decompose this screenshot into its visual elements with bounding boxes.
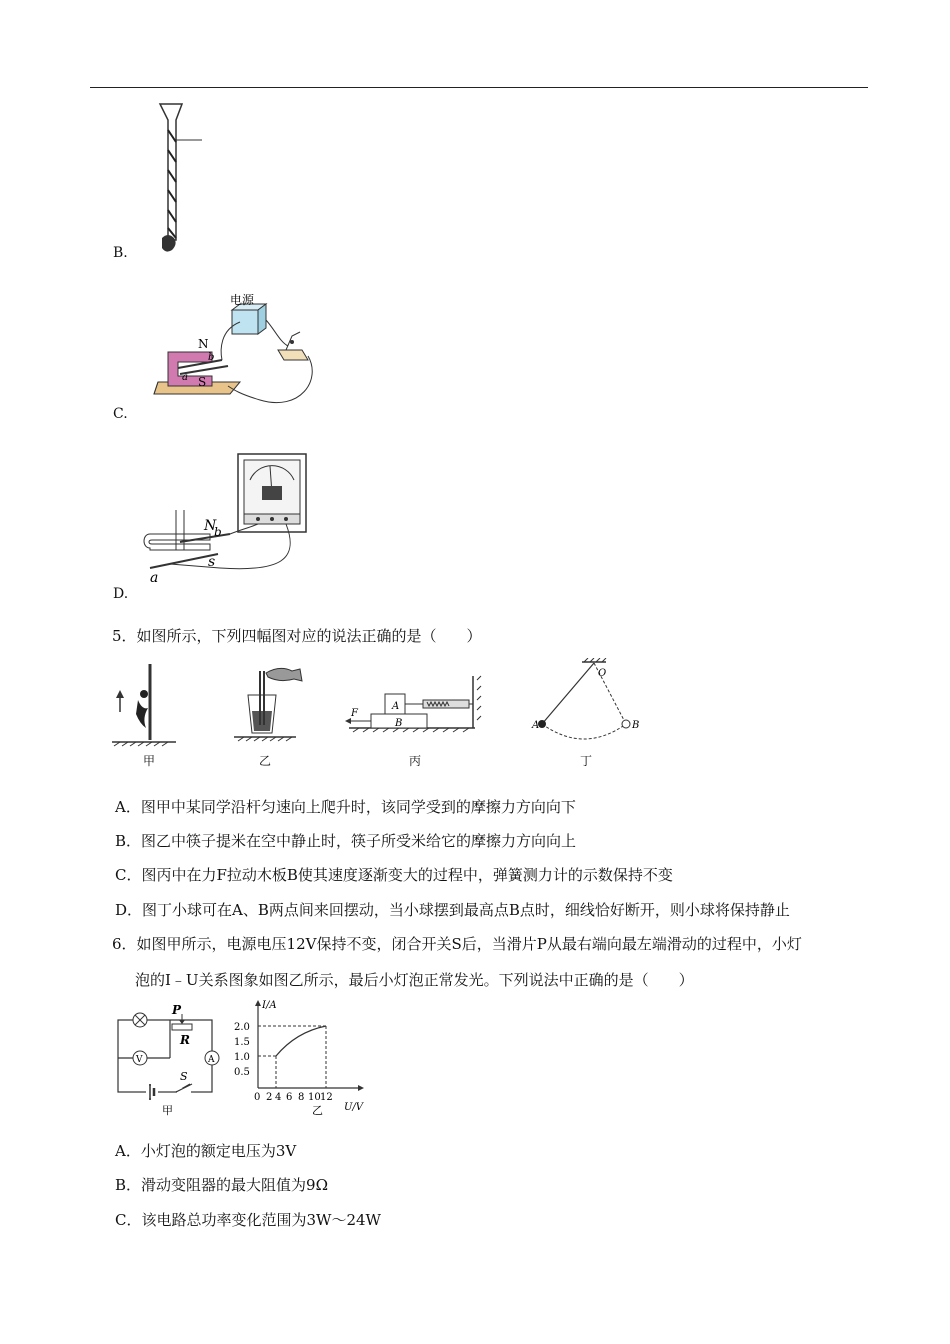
ammeter-a-label: A <box>208 1055 215 1065</box>
graph-xtick-6: 6 <box>286 1092 293 1103</box>
figure-q5-jia <box>110 660 180 750</box>
magnet-n-label: N <box>198 337 209 351</box>
pivot-o-label: O <box>598 668 607 679</box>
graph-xtick-12: 12 <box>320 1092 333 1103</box>
board-b-label: B <box>395 718 403 729</box>
question-5-stem: 5．如图所示，下列四幅图对应的说法正确的是（ ） <box>112 627 482 645</box>
rod-b-label: b <box>208 352 215 363</box>
q5-option-d: D．图丁小球可在A、B两点间来回摆动，当小球摆到最高点B点时，细线恰好断开，则小球将保持静止 <box>115 901 790 919</box>
graph-xtick-4: 4 <box>275 1092 282 1103</box>
graph-xlabel: U/V <box>344 1102 364 1113</box>
graph-ytick-0-5: 0.5 <box>234 1067 250 1078</box>
switch-s-label: S <box>180 1070 188 1083</box>
graph-xtick-10: 10 <box>308 1092 321 1103</box>
graph-xtick-8: 8 <box>298 1092 305 1103</box>
rod-a-label: a <box>150 570 159 586</box>
q6-option-c: C．该电路总功率变化范围为3W～24W <box>115 1211 381 1229</box>
circuit-caption: 甲 <box>162 1104 173 1117</box>
resistor-r-label: R <box>180 1033 190 1047</box>
point-b-label: B <box>632 720 640 731</box>
magnet-s-label: s <box>208 554 216 570</box>
q5-option-c: C．图丙中在力F拉动木板B使其速度逐渐变大的过程中，弹簧测力计的示数保持不变 <box>115 866 673 884</box>
graph-ylabel: I/A <box>262 1000 277 1011</box>
magnet-n-label: N <box>204 518 217 534</box>
q5-option-a: A．图甲中某同学沿杆匀速向上爬升时，该同学受到的摩擦力方向向下 <box>115 798 576 816</box>
voltmeter-v-label: V <box>136 1055 143 1065</box>
figure-q6-circuit <box>110 1000 220 1120</box>
option-d-label: D. <box>113 586 129 602</box>
graph-ytick-2-0: 2.0 <box>234 1022 250 1033</box>
graph-ytick-1-5: 1.5 <box>234 1037 250 1048</box>
force-f-label: F <box>351 708 358 719</box>
graph-xtick-2: 2 <box>266 1092 273 1103</box>
q5-caption-yi: 乙 <box>258 754 271 768</box>
figure-q6-graph <box>230 998 370 1123</box>
option-c-label: C. <box>113 406 128 422</box>
header-rule <box>90 87 868 88</box>
figure-option-d <box>140 450 320 590</box>
power-source-label: 电源 <box>230 293 255 307</box>
magnet-s-label: S <box>198 375 207 389</box>
q5-caption-ding: 丁 <box>579 754 592 768</box>
block-a-label: A <box>392 701 400 712</box>
option-b-label: B. <box>113 245 128 261</box>
figure-q5-bing <box>345 660 495 745</box>
figure-option-c <box>150 290 320 415</box>
q6-option-a: A．小灯泡的额定电压为3V <box>115 1142 297 1160</box>
graph-caption: 乙 <box>312 1104 323 1117</box>
q5-option-b: B．图乙中筷子提米在空中静止时，筷子所受米给它的摩擦力方向向上 <box>115 832 577 850</box>
figure-q5-yi <box>230 665 310 750</box>
graph-xtick-0: 0 <box>254 1092 261 1103</box>
point-a-label: A <box>532 720 540 731</box>
question-6-stem-line2: 泡的I﹣U关系图象如图乙所示，最后小灯泡正常发光。下列说法中正确的是（ ） <box>135 971 694 989</box>
figure-option-b <box>140 100 220 260</box>
graph-ytick-1-0: 1.0 <box>234 1052 250 1063</box>
q5-caption-bing: 丙 <box>408 754 421 768</box>
q5-caption-jia: 甲 <box>142 754 155 768</box>
figure-q5-ding <box>530 658 650 748</box>
rod-a-label: a <box>182 372 188 383</box>
q6-option-b: B．滑动变阻器的最大阻值为9Ω <box>115 1176 329 1194</box>
slider-p-label: P <box>172 1003 182 1017</box>
question-6-stem-line1: 6．如图甲所示，电源电压12V保持不变，闭合开关S后，当滑片P从最右端向最左端滑动的过程中，小灯 <box>112 935 802 953</box>
rod-b-label: b <box>214 525 222 539</box>
